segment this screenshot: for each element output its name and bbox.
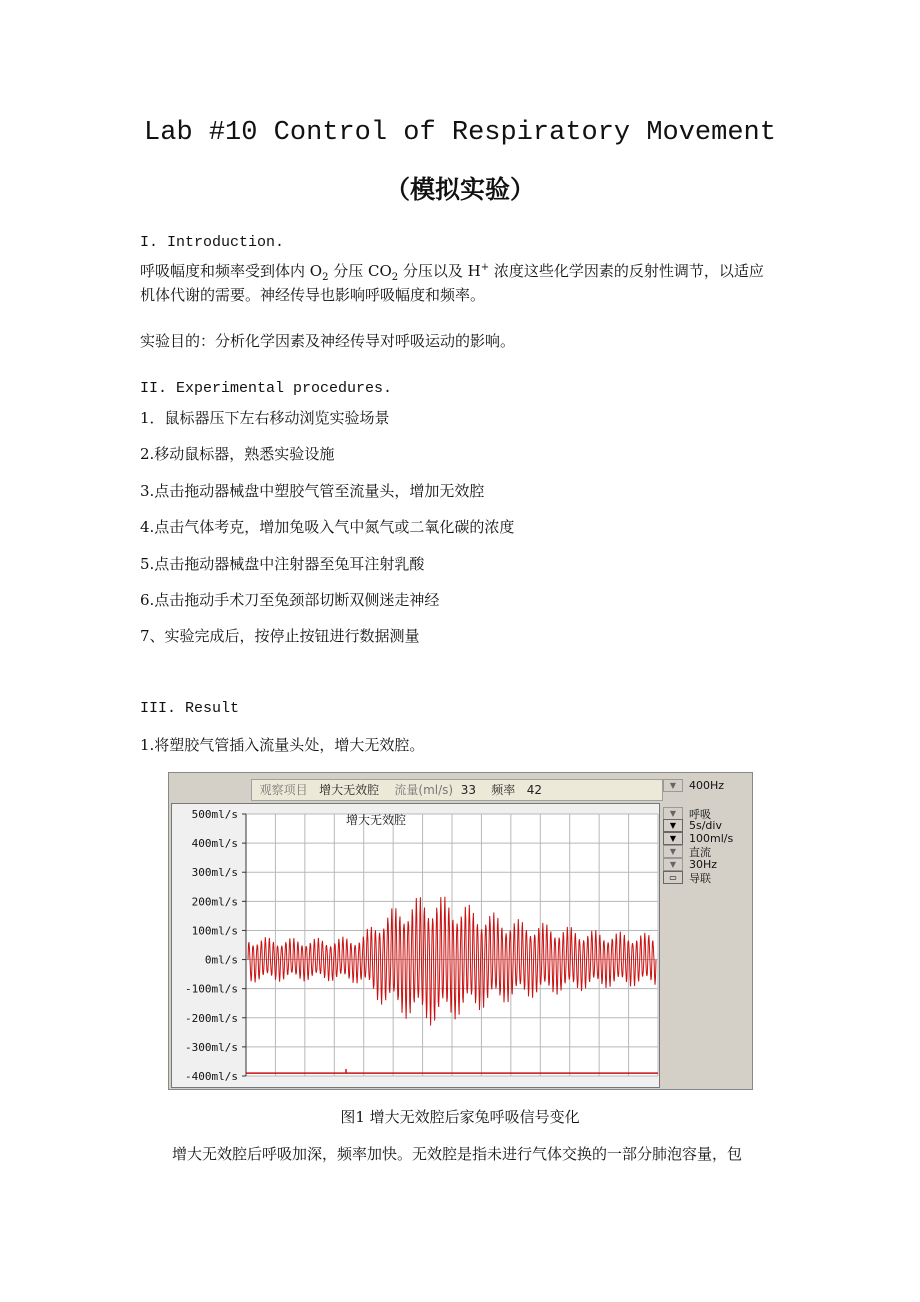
y-tick-label: -400ml/s <box>185 1070 238 1083</box>
y-tick-label: 200ml/s <box>191 895 238 909</box>
page-title: Lab #10 Control of Respiratory Movement <box>144 118 776 148</box>
intro-line-2: 机体代谢的需要。神经传导也影响呼吸幅度和频率。 <box>140 286 486 304</box>
coupling-label: 直流 <box>689 845 711 859</box>
timebase-dropdown-icon[interactable]: ▼ <box>663 819 683 832</box>
chart-annotation: 增大无效腔 <box>346 813 407 827</box>
intro-heading: I. Introduction. <box>140 234 285 251</box>
respiration-chart <box>172 804 659 1087</box>
respiration-figure <box>168 772 753 1090</box>
step-6: 6.点击拖动手术刀至兔颈部切断双侧迷走神经 <box>140 591 440 609</box>
lead-button-icon[interactable]: ▭ <box>663 871 683 884</box>
gain-label: 100ml/s <box>689 832 734 845</box>
y-tick-label: -100ml/s <box>185 982 238 996</box>
figure-caption: 图1 增大无效腔后家兔呼吸信号变化 <box>340 1108 580 1126</box>
figure-toolbar <box>251 779 663 801</box>
lead-label: 导联 <box>689 871 711 885</box>
y-tick-label: 300ml/s <box>191 866 238 880</box>
freq-value: 42 <box>526 783 543 797</box>
gain-dropdown-icon[interactable]: ▼ <box>663 832 683 845</box>
y-tick-label: 400ml/s <box>191 837 238 851</box>
settings-panel <box>661 775 749 1085</box>
coupling-dropdown-icon[interactable]: ▼ <box>663 845 683 858</box>
closing-paragraph: 增大无效腔后呼吸加深，频率加快。无效腔是指未进行气体交换的一部分肺泡容量，包 <box>172 1145 743 1163</box>
filter-dropdown-icon[interactable]: ▼ <box>663 858 683 871</box>
sample-rate: 400Hz <box>689 779 725 792</box>
timebase-label: 5s/div <box>689 819 722 832</box>
intro-line-1: 呼吸幅度和频率受到体内 $O_2$ 分压 $CO_2$ 分压以及 H+ 浓度这些化学因素的反射性调节，以适应 <box>140 262 764 283</box>
result-heading: III. Result <box>140 700 240 717</box>
observe-label: 观察项目 <box>259 783 308 797</box>
sample-rate-dropdown-icon[interactable]: ▼ <box>663 779 683 792</box>
y-tick-label: 500ml/s <box>191 808 238 821</box>
observe-value: 增大无效腔 <box>319 783 380 797</box>
y-tick-label: 0ml/s <box>204 953 238 967</box>
y-tick-label: -300ml/s <box>185 1040 238 1054</box>
filter-label: 30Hz <box>689 858 718 871</box>
flow-label: 流量(ml/s) <box>394 783 454 797</box>
procedures-heading: II. Experimental procedures. <box>140 380 393 397</box>
step-5: 5.点击拖动器械盘中注射器至兔耳注射乳酸 <box>140 555 425 573</box>
flow-value: 33 <box>460 783 476 797</box>
channel-label: 呼吸 <box>689 807 711 821</box>
result-item-1: 1.将塑胶气管插入流量头处，增大无效腔。 <box>140 736 425 754</box>
step-4: 4.点击气体考克，增加兔吸入气中氮气或二氧化碳的浓度 <box>140 518 515 536</box>
plot-area <box>171 803 660 1088</box>
freq-label: 频率 <box>491 783 516 797</box>
y-tick-label: 100ml/s <box>191 924 238 938</box>
step-2: 2.移动鼠标器，熟悉实验设施 <box>140 445 335 463</box>
step-7: 7、实验完成后，按停止按钮进行数据测量 <box>140 627 420 645</box>
step-1: 1．鼠标器压下左右移动浏览实验场景 <box>140 409 390 427</box>
page-subtitle: （模拟实验） <box>384 175 535 204</box>
purpose-text: 实验目的：分析化学因素及神经传导对呼吸运动的影响。 <box>140 332 516 350</box>
channel-dropdown-icon[interactable]: ▼ <box>663 807 683 820</box>
y-tick-label: -200ml/s <box>185 1011 238 1025</box>
step-3: 3.点击拖动器械盘中塑胶气管至流量头，增加无效腔 <box>140 482 485 500</box>
